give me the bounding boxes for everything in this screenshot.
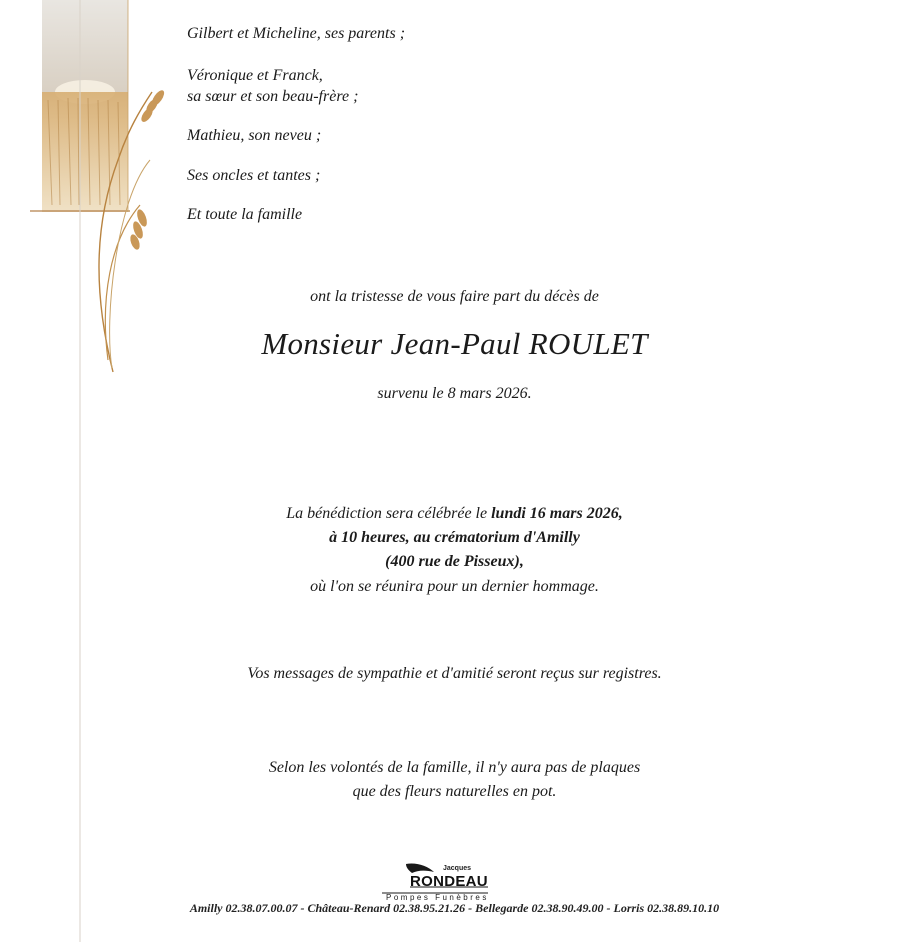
wishes-line-1: Selon les volontés de la famille, il n'y aura pas de plaques [268, 759, 641, 776]
ceremony-address: (400 rue de Pisseux), [385, 553, 524, 570]
family-line-sister: Véronique et Franck, [187, 67, 323, 84]
wishes-line-2: que des fleurs naturelles en pot. [352, 783, 557, 800]
family-line-sister-relation: sa sœur et son beau-frère ; [187, 88, 359, 105]
messages-line: Vos messages de sympathie et d'amitié seront reçus sur registres. [247, 665, 662, 682]
announcement-text: ont la tristesse de vous faire part du décès de [310, 288, 599, 305]
ceremony-prefix: La bénédiction sera célébrée le [286, 505, 492, 522]
logo-small-text: Jacques [443, 865, 472, 872]
family-line-parents: Gilbert et Micheline, ses parents ; [187, 25, 406, 42]
ceremony-line-1 [0, 505, 909, 523]
logo-main-text: RONDEAU [410, 873, 488, 890]
ceremony-time-place: à 10 heures, au crématorium d'Amilly [329, 529, 580, 546]
family-line-uncles-aunts: Ses oncles et tantes ; [187, 167, 321, 184]
death-date: survenu le 8 mars 2026. [377, 385, 532, 402]
footer-contacts: Amilly 02.38.07.00.07 - Château-Renard 02.38.95.21.26 - Bellegarde 02.38.90.49.00 - Lorris 02.38.89.10.10 [189, 901, 720, 915]
ceremony-closing: où l'on se réunira pour un dernier hommage. [310, 578, 599, 595]
deceased-name: Monsieur Jean-Paul ROULET [261, 326, 648, 361]
family-line-whole-family: Et toute la famille [187, 206, 303, 223]
ceremony-date: lundi 16 mars 2026, [491, 505, 623, 522]
logo-subtitle: Pompes Funèbres [386, 893, 489, 902]
family-line-nephew: Mathieu, son neveu ; [187, 127, 322, 144]
